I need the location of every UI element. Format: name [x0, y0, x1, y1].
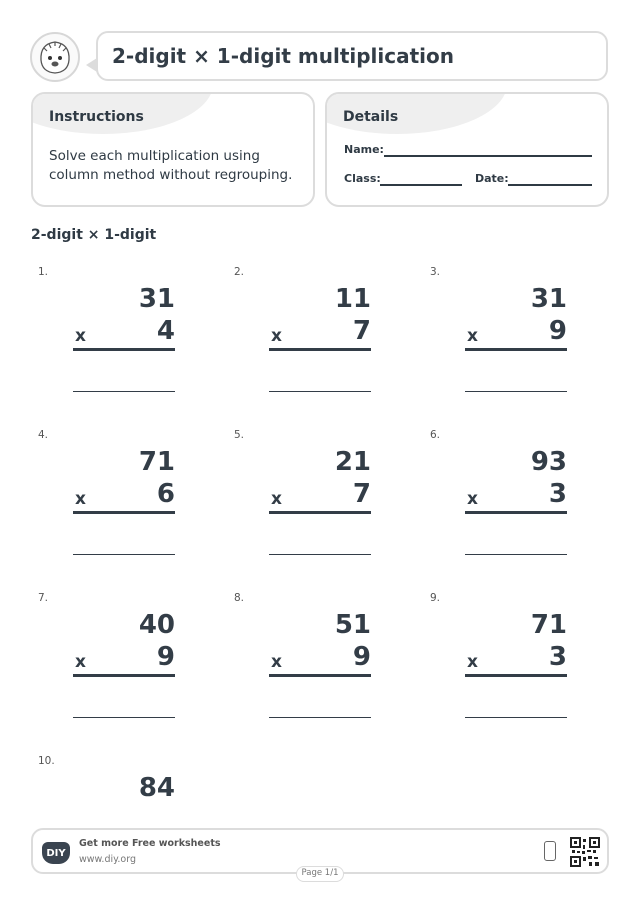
footer-title: Get more Free worksheets	[79, 838, 221, 849]
page-indicator: Page 1/1	[296, 866, 344, 882]
multiply-sign: x	[467, 652, 478, 672]
problem-bottom-number: 3	[548, 479, 567, 509]
problem-top-number: 31	[530, 284, 567, 314]
problem-number: 8.	[234, 592, 245, 604]
qr-code-icon	[570, 837, 600, 867]
problem-top-number: 31	[138, 284, 175, 314]
page-title: 2-digit × 1-digit multiplication	[112, 44, 455, 68]
problem-top-number: 93	[530, 447, 567, 477]
problem-divider	[73, 674, 175, 677]
instructions-panel	[31, 92, 315, 207]
answer-line[interactable]	[73, 717, 175, 718]
class-field[interactable]	[380, 184, 462, 186]
problem-4	[31, 423, 221, 573]
problem-number: 5.	[234, 429, 245, 441]
multiply-sign: x	[75, 326, 86, 346]
problem-number: 3.	[430, 266, 441, 278]
problem-top-number: 71	[530, 610, 567, 640]
problem-number: 1.	[38, 266, 49, 278]
problem-divider	[269, 674, 371, 677]
answer-line[interactable]	[465, 717, 567, 718]
section-title: 2-digit × 1-digit	[31, 227, 157, 243]
problem-divider	[73, 348, 175, 351]
date-label: Date:	[475, 172, 509, 185]
multiply-sign: x	[271, 652, 282, 672]
answer-line[interactable]	[269, 717, 371, 718]
problem-divider	[73, 511, 175, 514]
problem-8	[227, 586, 417, 736]
problem-bottom-number: 6	[156, 479, 175, 509]
problem-6	[423, 423, 613, 573]
problem-10	[31, 749, 221, 814]
problem-divider	[465, 511, 567, 514]
multiply-sign: x	[75, 489, 86, 509]
phone-icon	[544, 841, 556, 861]
problem-number: 6.	[430, 429, 441, 441]
problem-top-number: 21	[334, 447, 371, 477]
problem-bottom-number: 9	[352, 642, 371, 672]
problem-divider	[269, 348, 371, 351]
problem-number: 7.	[38, 592, 49, 604]
mascot-icon	[30, 32, 80, 82]
name-field[interactable]	[384, 155, 592, 157]
problem-5	[227, 423, 417, 573]
problem-bottom-number: 7	[352, 479, 371, 509]
problem-divider	[465, 348, 567, 351]
problem-number: 9.	[430, 592, 441, 604]
problem-7	[31, 586, 221, 736]
problem-divider	[269, 511, 371, 514]
multiply-sign: x	[271, 489, 282, 509]
answer-line[interactable]	[465, 391, 567, 392]
multiply-sign: x	[271, 326, 282, 346]
instructions-text: Solve each multiplication using column method without regrouping.	[49, 148, 293, 183]
problem-top-number: 71	[138, 447, 175, 477]
details-panel	[325, 92, 609, 207]
problem-2	[227, 260, 417, 410]
problem-top-number: 40	[138, 610, 175, 640]
multiply-sign: x	[75, 652, 86, 672]
answer-line[interactable]	[269, 554, 371, 555]
class-label: Class:	[344, 172, 381, 185]
problem-1	[31, 260, 221, 410]
problem-9	[423, 586, 613, 736]
answer-line[interactable]	[465, 554, 567, 555]
date-field[interactable]	[508, 184, 592, 186]
problem-3	[423, 260, 613, 410]
problem-top-number: 51	[334, 610, 371, 640]
diy-logo-icon: DIY	[42, 842, 70, 864]
problem-bottom-number: 9	[548, 316, 567, 346]
problem-number: 10.	[38, 755, 55, 767]
problem-top-number: 84	[138, 773, 175, 803]
problem-number: 2.	[234, 266, 245, 278]
answer-line[interactable]	[269, 391, 371, 392]
footer-url[interactable]: www.diy.org	[79, 854, 136, 865]
problem-bottom-number: 9	[156, 642, 175, 672]
instructions-title: Instructions	[49, 109, 144, 125]
details-title: Details	[343, 109, 399, 125]
problem-divider	[465, 674, 567, 677]
problem-top-number: 11	[334, 284, 371, 314]
problem-bottom-number: 3	[548, 642, 567, 672]
answer-line[interactable]	[73, 391, 175, 392]
problem-bottom-number: 4	[156, 316, 175, 346]
problem-bottom-number: 7	[352, 316, 371, 346]
multiply-sign: x	[467, 326, 478, 346]
answer-line[interactable]	[73, 554, 175, 555]
multiply-sign: x	[467, 489, 478, 509]
problem-number: 4.	[38, 429, 49, 441]
name-label: Name:	[344, 143, 384, 156]
